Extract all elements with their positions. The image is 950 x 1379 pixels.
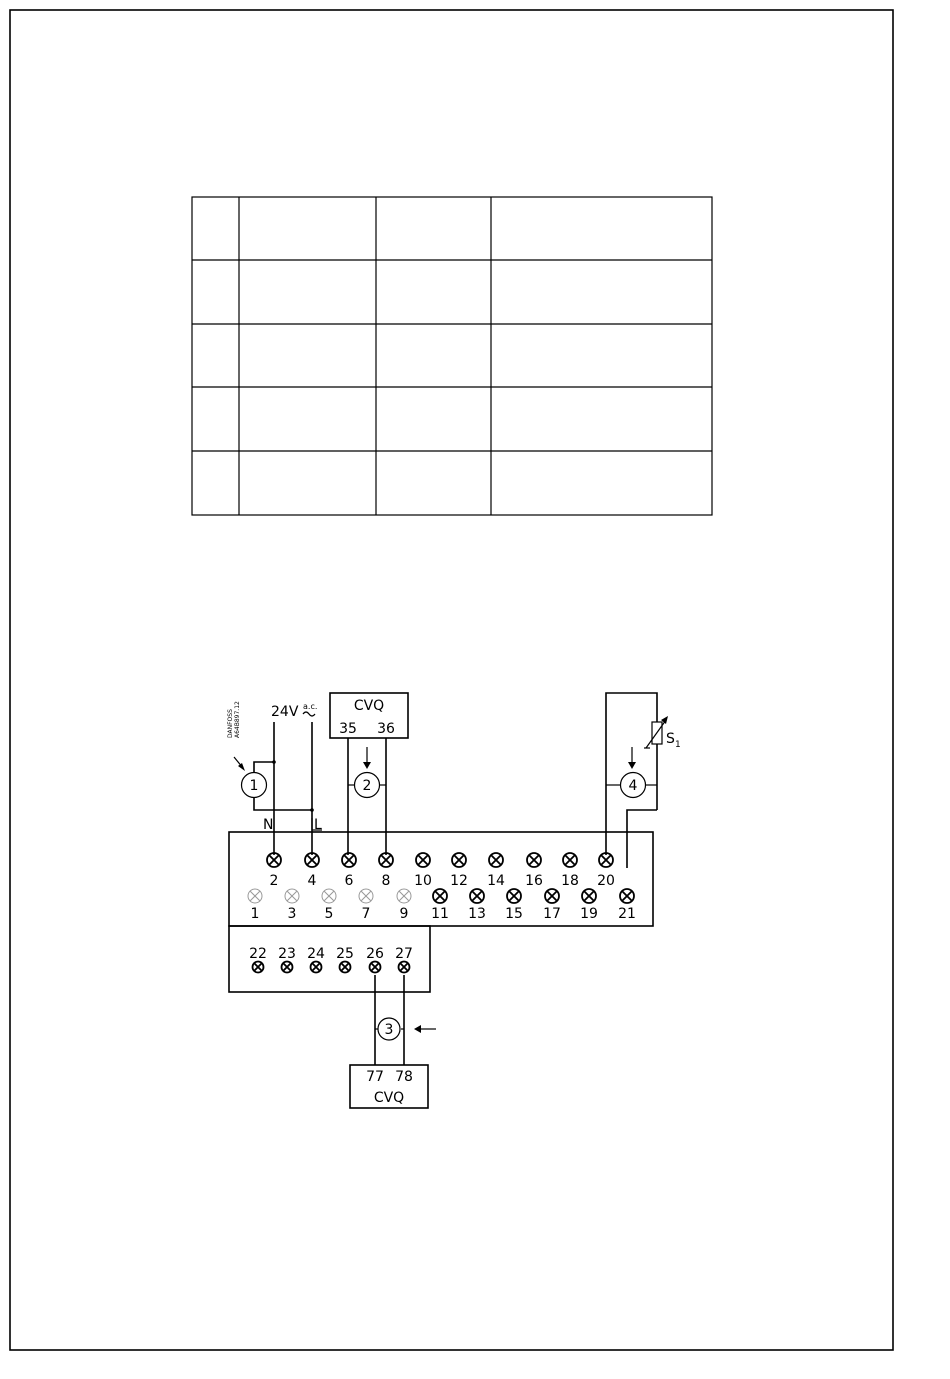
terminal-screw-icon	[359, 889, 373, 903]
terminal-screw-icon	[563, 853, 577, 867]
terminal-label: 24	[307, 946, 325, 962]
terminal-screw-icon	[489, 853, 503, 867]
terminal-label: 25	[336, 946, 354, 962]
drawing-code	[227, 701, 241, 738]
live-label: L	[314, 817, 322, 833]
page-frame	[10, 10, 893, 1350]
cvq-top-unit	[330, 693, 408, 855]
terminal-label: 8	[381, 873, 391, 889]
cvq-bottom-terminal-77: 77	[366, 1069, 384, 1085]
cable-marker-number: 1	[249, 778, 259, 794]
terminal-screw-icon	[433, 889, 447, 903]
arrow-head-icon	[414, 1025, 421, 1033]
terminal-screw-icon	[267, 853, 281, 867]
terminal-screw-icon	[416, 853, 430, 867]
supply-voltage-label: 24V	[271, 704, 299, 720]
terminal-screw-icon	[399, 962, 410, 973]
terminal-screw-icon	[342, 853, 356, 867]
arrow-head-icon	[363, 762, 371, 769]
cable-marker-2	[348, 747, 386, 798]
terminal-screw-icon	[340, 962, 351, 973]
controller-bottom-terminal-row	[248, 889, 636, 922]
cable-marker-4	[606, 747, 657, 798]
terminal-label: 4	[307, 873, 317, 889]
cvq-bottom-unit	[350, 975, 428, 1108]
cable-marker-number: 2	[362, 778, 372, 794]
sensor-label-sub: 1	[675, 740, 681, 750]
terminal-label: 13	[468, 906, 486, 922]
terminal-label: 23	[278, 946, 296, 962]
terminal-label: 10	[414, 873, 432, 889]
terminal-label: 15	[505, 906, 523, 922]
terminal-label: 16	[525, 873, 543, 889]
terminal-screw-icon	[285, 889, 299, 903]
marker-1-wire-top	[254, 762, 274, 772]
terminal-label: 7	[361, 906, 371, 922]
cvq-bottom-terminal-78: 78	[395, 1069, 413, 1085]
terminal-screw-icon	[620, 889, 634, 903]
terminal-screw-icon	[599, 853, 613, 867]
terminal-screw-icon	[253, 962, 264, 973]
supply-ac-label: a.c.	[303, 702, 318, 711]
wire-junction-dot	[310, 808, 314, 812]
terminal-screw-icon	[282, 962, 293, 973]
terminal-screw-icon	[248, 889, 262, 903]
terminal-screw-icon	[452, 853, 466, 867]
terminal-label: 1	[250, 906, 260, 922]
cvq-top-name: CVQ	[353, 698, 385, 714]
cable-marker-3	[375, 1018, 436, 1040]
terminal-label: 19	[580, 906, 598, 922]
cvq-bottom-name: CVQ	[373, 1090, 405, 1106]
terminal-label: 5	[324, 906, 334, 922]
terminal-label: 6	[344, 873, 354, 889]
terminal-screw-icon	[322, 889, 336, 903]
arrow-head-icon	[238, 763, 245, 771]
arrow-head-icon	[628, 762, 636, 769]
neutral-label: N	[263, 817, 274, 833]
terminal-screw-icon	[527, 853, 541, 867]
ac-symbol-icon	[303, 712, 315, 716]
terminal-label: 21	[618, 906, 636, 922]
terminal-label: 3	[287, 906, 297, 922]
sensor-loop-wire	[606, 693, 657, 855]
terminal-label: 12	[450, 873, 468, 889]
wire-junction-dot	[272, 760, 276, 764]
cable-table	[192, 197, 712, 515]
terminal-screw-icon	[545, 889, 559, 903]
terminal-label: 14	[487, 873, 505, 889]
drawing-code-brand: DANFOSS	[227, 709, 234, 738]
terminal-label: 2	[269, 873, 279, 889]
controller-top-terminal-row	[267, 853, 615, 889]
terminal-screw-icon	[379, 853, 393, 867]
module-terminal-row	[249, 946, 413, 973]
cvq-top-terminal-36: 36	[377, 721, 395, 737]
terminal-screw-icon	[507, 889, 521, 903]
cable-marker-number: 3	[384, 1022, 394, 1038]
terminal-label: 20	[597, 873, 615, 889]
table-border	[192, 197, 712, 515]
terminal-label: 17	[543, 906, 561, 922]
terminal-screw-icon	[370, 962, 381, 973]
terminal-label: 18	[561, 873, 579, 889]
terminal-label: 26	[366, 946, 384, 962]
cable-marker-1	[234, 757, 267, 798]
marker-1-wire-bottom	[254, 797, 312, 810]
terminal-label: 11	[431, 906, 449, 922]
terminal-screw-icon	[397, 889, 411, 903]
sensor-label: S	[666, 731, 675, 747]
cvq-top-terminal-35: 35	[339, 721, 357, 737]
terminal-label: 9	[399, 906, 409, 922]
drawing-code-number: A64B897.12	[234, 701, 241, 738]
terminal-label: 27	[395, 946, 413, 962]
terminal-screw-icon	[305, 853, 319, 867]
terminal-label: 22	[249, 946, 267, 962]
terminal-screw-icon	[311, 962, 322, 973]
terminal-screw-icon	[582, 889, 596, 903]
sensor-s1	[606, 693, 681, 868]
cable-marker-number: 4	[628, 778, 638, 794]
terminal-screw-icon	[470, 889, 484, 903]
